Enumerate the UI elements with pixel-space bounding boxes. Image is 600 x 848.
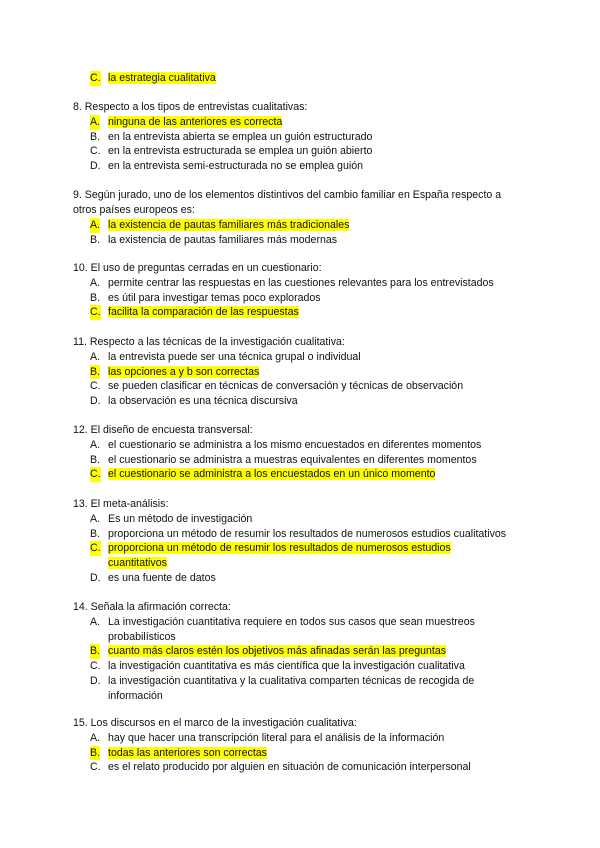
option-letter: A. (90, 277, 101, 289)
option-letter: B. (90, 130, 101, 143)
question-12-option-b (73, 453, 533, 468)
option-letter: C. (90, 660, 101, 673)
question-13-option-b (73, 527, 533, 542)
option-text: la investigación cuantitativa es más científica que la investigación cualitativa (108, 660, 465, 673)
option-text: la existencia de pautas familiares más modernas (108, 233, 338, 246)
option-text: proporciona un método de resumir los resultados de numerosos estudios cualitativos (108, 527, 507, 540)
question-13-text: 13. El meta-análisis: (73, 498, 169, 510)
question-12 (73, 423, 533, 482)
option-text: se pueden clasificar en técnicas de conversación y técnicas de observación (108, 380, 464, 393)
question-12-text: 12. El diseño de encuesta transversal: (73, 424, 253, 436)
question-14-option-d (73, 674, 533, 703)
option-letter: C. (90, 145, 101, 158)
question-14-options (73, 615, 533, 703)
option-letter: A. (90, 616, 101, 628)
option-letter: C. (90, 380, 101, 393)
option-letter: C. (90, 468, 101, 481)
option-letter: B. (90, 746, 101, 759)
question-15-option-b (73, 746, 533, 761)
option-letter: C. (90, 542, 101, 555)
option-letter: B. (90, 233, 101, 246)
question-15-options (73, 731, 533, 775)
option-letter: A. (90, 351, 101, 363)
option-letter: A. (90, 439, 101, 451)
question-10-option-b (73, 291, 533, 306)
question-11-option-a (73, 350, 533, 365)
option-text: la estrategia cualitativa (108, 72, 216, 84)
question-10-options (73, 276, 533, 320)
question-9-text-line-2: otros países europeos es: (73, 204, 195, 216)
option-letter: B. (90, 453, 101, 466)
question-9 (73, 188, 533, 247)
question-7-options (73, 71, 533, 86)
option-text-line-2: cuantitativos (108, 557, 167, 570)
question-10 (73, 261, 533, 320)
question-8-option-c (73, 144, 533, 159)
option-text: en la entrevista estructurada se emplea un guión abierto (108, 145, 373, 158)
question-14-text: 14. Señala la afirmación correcta: (73, 601, 231, 613)
question-9-option-b (73, 233, 533, 248)
option-letter: A. (90, 732, 101, 744)
question-8-option-d (73, 159, 533, 174)
option-text: el cuestionario se administra a los mismo encuestados en diferentes momentos (108, 439, 482, 451)
question-8-option-b (73, 130, 533, 145)
option-text: es el relato producido por alguien en situación de comunicación interpersonal (108, 761, 471, 774)
option-text: en la entrevista semi-estructurada no se emplea guión (108, 160, 363, 173)
option-letter: B. (90, 645, 101, 658)
question-13-option-a (73, 512, 533, 527)
question-13-option-d (73, 571, 533, 586)
question-8-options (73, 115, 533, 174)
option-text: el cuestionario se administra a los encuestados en un único momento (108, 468, 436, 481)
option-letter: A. (90, 219, 101, 231)
option-text-line-2: información (108, 689, 163, 702)
option-text-line-1: la investigación cuantitativa y la cualitativa comparten técnicas de recogida de (108, 674, 475, 687)
question-13-options (73, 512, 533, 586)
option-text: la observación es una técnica discursiva (108, 395, 298, 408)
option-letter: A. (90, 116, 101, 128)
option-letter: B. (90, 365, 101, 378)
question-14-option-c (73, 659, 533, 674)
option-text-line-1: La investigación cuantitativa requiere en todos sus casos que sean muestreos (108, 616, 475, 628)
question-10-option-c (73, 305, 533, 320)
question-10-option-a (73, 276, 533, 291)
question-10-text: 10. El uso de preguntas cerradas en un cuestionario: (73, 262, 322, 274)
question-8 (73, 100, 533, 174)
option-letter: C. (90, 306, 101, 319)
option-text: permite centrar las respuestas en las cuestiones relevantes para los entrevistados (108, 277, 494, 289)
question-12-options (73, 438, 533, 482)
question-12-option-a (73, 438, 533, 453)
option-text: Es un método de investigación (108, 513, 253, 525)
question-14-option-b (73, 644, 533, 659)
option-text: es una fuente de datos (108, 571, 216, 584)
option-text: en la entrevista abierta se emplea un guión estructurado (108, 130, 373, 143)
option-text-line-2: probabilísticos (108, 630, 176, 643)
option-letter: D. (90, 395, 101, 408)
question-15-text: 15. Los discursos en el marco de la investigación cualitativa: (73, 717, 357, 729)
option-letter: D. (90, 160, 101, 173)
option-text: la existencia de pautas familiares más tradicionales (108, 219, 350, 231)
question-7-option-c (73, 71, 533, 86)
option-letter: C. (90, 761, 101, 774)
option-letter: D. (90, 674, 101, 687)
option-text: facilita la comparación de las respuestas (108, 306, 299, 319)
option-text: el cuestionario se administra a muestras equivalentes en diferentes momentos (108, 453, 477, 466)
option-text-line-1: proporciona un método de resumir los resultados de numerosos estudios (108, 542, 451, 555)
question-12-option-c (73, 467, 533, 482)
question-9-options (73, 218, 533, 247)
question-15 (73, 716, 533, 775)
question-11-option-c (73, 379, 533, 394)
option-letter: B. (90, 527, 101, 540)
option-letter: A. (90, 513, 101, 525)
question-7 (73, 71, 533, 86)
option-text: hay que hacer una transcripción literal para el análisis de la información (108, 732, 445, 744)
question-15-option-a (73, 731, 533, 746)
option-text: todas las anteriores son correctas (108, 746, 267, 759)
option-letter: D. (90, 571, 101, 584)
question-9-option-a (73, 218, 533, 233)
option-text: ninguna de las anteriores es correcta (108, 116, 283, 128)
question-8-option-a (73, 115, 533, 130)
option-text: cuanto más claros estén los objetivos más afinadas serán las preguntas (108, 645, 447, 658)
question-13-option-c (73, 541, 533, 570)
option-text: las opciones a y b son correctas (108, 365, 260, 378)
question-8-text: 8. Respecto a los tipos de entrevistas cualitativas: (73, 101, 308, 113)
question-9-text-line-1: 9. Según jurado, uno de los elementos distintivos del cambio familiar en España respecto a (73, 189, 502, 201)
question-11-option-d (73, 394, 533, 409)
question-14 (73, 600, 533, 703)
question-13 (73, 497, 533, 586)
question-14-option-a (73, 615, 533, 644)
option-letter: C. (90, 72, 101, 84)
option-text: la entrevista puede ser una técnica grupal o individual (108, 351, 361, 363)
question-11-text: 11. Respecto a las técnicas de la investigación cualitativa: (73, 336, 345, 348)
question-15-option-c (73, 760, 533, 775)
option-text: es útil para investigar temas poco explorados (108, 291, 321, 304)
question-11-option-b (73, 365, 533, 380)
question-11 (73, 335, 533, 409)
option-letter: B. (90, 291, 101, 304)
question-11-options (73, 350, 533, 409)
